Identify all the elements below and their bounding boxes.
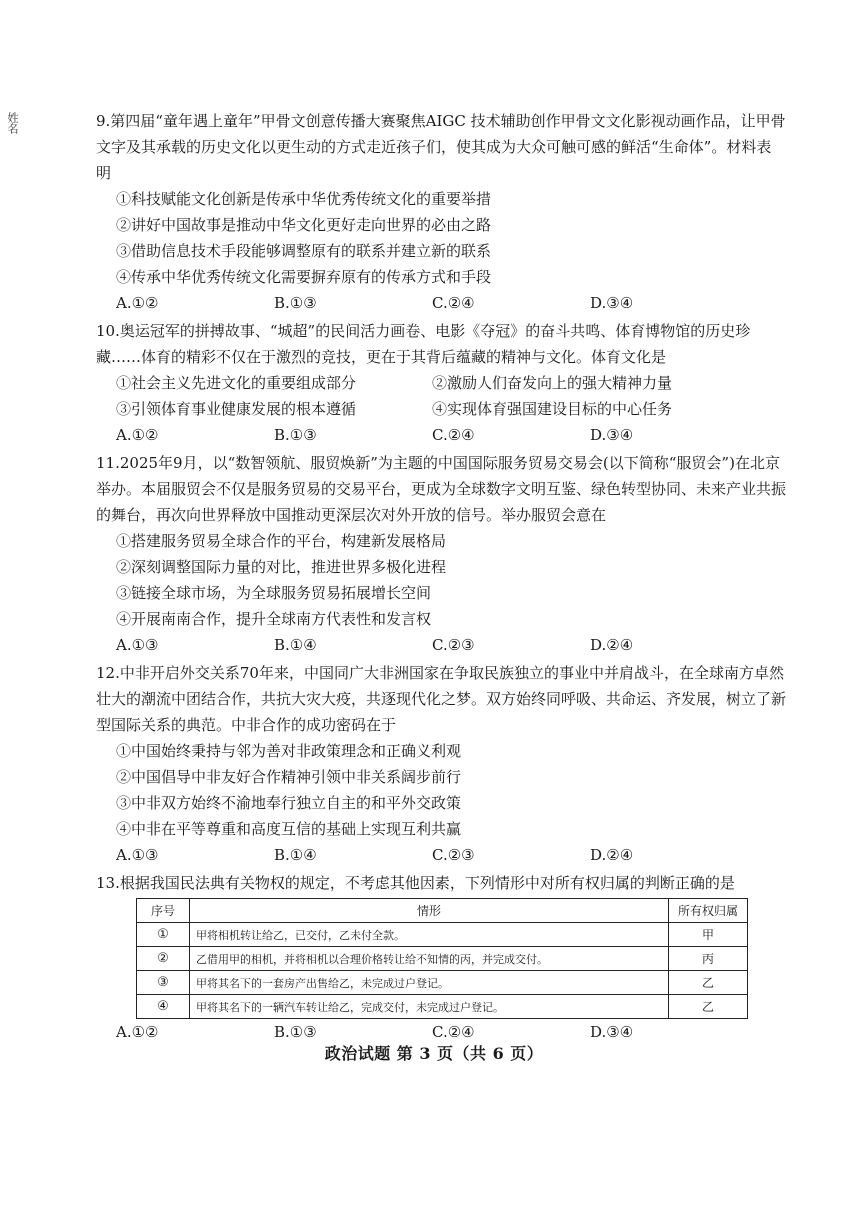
- question-10: [96, 318, 786, 448]
- q13-option-a[interactable]: A.①②: [116, 1023, 159, 1041]
- q10-option-a[interactable]: A.①②: [116, 426, 159, 444]
- row-situation: 甲将其名下的一辆汽车转让给乙，完成交付，未完成过户登记。: [190, 995, 669, 1019]
- q11-option-d[interactable]: D.②④: [590, 636, 634, 654]
- question-9-stem: 9.第四届“童年遇上童年”甲骨文创意传播大赛聚焦AIGC 技术辅助创作甲骨文文化影视动画作品，让甲骨文字及其承载的历史文化以更生动的方式走近孩子们，使其成为大众可触可感的鲜活“生命体”。材料表明: [96, 112, 786, 182]
- q11-option-c[interactable]: C.②③: [432, 636, 475, 654]
- question-10-stem: 10.奥运冠军的拼搏故事、“城超”的民间活力画卷、电影《夺冠》的奋斗共鸣、体育博物馆的历史珍藏……体育的精彩不仅在于激烈的竞技，更在于其背后蕴藏的精神与文化。体育文化是: [96, 322, 751, 366]
- q10-options: [116, 422, 786, 448]
- row-number: ③: [137, 971, 190, 995]
- header-ownership: 所有权归属: [669, 899, 748, 923]
- q11-options: [116, 632, 786, 658]
- q9-statement-1: ①科技赋能文化创新是传承中华优秀传统文化的重要举措: [116, 190, 492, 208]
- row-situation: 甲将相机转让给乙，已交付，乙未付全款。: [190, 923, 669, 947]
- q10-option-c[interactable]: C.②④: [432, 426, 475, 444]
- row-owner: 乙: [669, 971, 748, 995]
- table-row: [137, 947, 748, 971]
- question-11-stem: 11.2025年9月，以“数智领航、服贸焕新”为主题的中国国际服务贸易交易会(以下简称“服贸会”)在北京举办。本届服贸会不仅是服务贸易的交易平台，更成为全球数字文明互鉴、绿色转型协同、未来产业共振的舞台，再次向世界释放中国推动更深层次对外开放的信号。举办服贸会意在: [96, 454, 787, 524]
- q9-options: [116, 290, 786, 316]
- row-situation: 甲将其名下的一套房产出售给乙，未完成过户登记。: [190, 971, 669, 995]
- q12-statement-4: ④中非在平等尊重和高度互信的基础上实现互利共赢: [116, 820, 462, 838]
- q9-statement-4: ④传承中华优秀传统文化需要摒弃原有的传承方式和手段: [116, 268, 492, 286]
- q11-option-b[interactable]: B.①④: [274, 636, 317, 654]
- q11-statement-2: ②深刻调整国际力量的对比，推进世界多极化进程: [116, 558, 447, 576]
- question-12-stem: 12.中非开启外交关系70年来，中国同广大非洲国家在争取民族独立的事业中并肩战斗，在全球南方卓然壮大的潮流中团结合作，共抗大灾大疫，共逐现代化之梦。双方始终同呼吸、共命运、齐发展，树立了新型国际关系的典范。中非合作的成功密码在于: [96, 664, 787, 734]
- q10-statement-2: ②激励人们奋发向上的强大精神力量: [432, 374, 673, 392]
- q12-option-a[interactable]: A.①③: [116, 846, 159, 864]
- q12-options: [116, 842, 786, 868]
- row-number: ②: [137, 947, 190, 971]
- question-list: [96, 108, 786, 1045]
- question-9: [96, 108, 786, 316]
- row-situation: 乙借用甲的相机，并将相机以合理价格转让给不知情的丙，并完成交付。: [190, 947, 669, 971]
- table-row: [137, 995, 748, 1019]
- row-owner: 丙: [669, 947, 748, 971]
- q11-statement-4: ④开展南南合作，提升全球南方代表性和发言权: [116, 610, 432, 628]
- table-row: [137, 971, 748, 995]
- page-footer: 政治试题 第 3 页（共 6 页）: [324, 1044, 544, 1063]
- table-row: [137, 923, 748, 947]
- row-number: ④: [137, 995, 190, 1019]
- q10-statement-4: ④实现体育强国建设目标的中心任务: [432, 400, 673, 418]
- q12-option-b[interactable]: B.①④: [274, 846, 317, 864]
- header-situation: 情形: [190, 899, 669, 923]
- q9-option-b[interactable]: B.①③: [274, 294, 317, 312]
- margin-mark: 姓名: [6, 112, 19, 134]
- q13-option-b[interactable]: B.①③: [274, 1023, 317, 1041]
- q9-option-d[interactable]: D.③④: [590, 294, 634, 312]
- question-12: [96, 660, 786, 868]
- ownership-table: [136, 898, 748, 1019]
- q13-option-c[interactable]: C.②④: [432, 1023, 475, 1041]
- row-owner: 甲: [669, 923, 748, 947]
- q12-statement-2: ②中国倡导中非友好合作精神引领中非关系阔步前行: [116, 768, 462, 786]
- question-13-stem: 13.根据我国民法典有关物权的规定，不考虑其他因素，下列情形中对所有权归属的判断正确的是: [96, 874, 735, 892]
- q12-option-c[interactable]: C.②③: [432, 846, 475, 864]
- q12-option-d[interactable]: D.②④: [590, 846, 634, 864]
- q9-statement-3: ③借助信息技术手段能够调整原有的联系并建立新的联系: [116, 242, 492, 260]
- row-owner: 乙: [669, 995, 748, 1019]
- q10-statement-1: ①社会主义先进文化的重要组成部分: [116, 374, 357, 392]
- q9-statement-2: ②讲好中国故事是推动中华文化更好走向世界的必由之路: [116, 216, 492, 234]
- q10-statements: [116, 370, 786, 422]
- q11-statement-3: ③链接全球市场，为全球服务贸易拓展增长空间: [116, 584, 432, 602]
- q11-option-a[interactable]: A.①③: [116, 636, 159, 654]
- q10-option-d[interactable]: D.③④: [590, 426, 634, 444]
- q11-statement-1: ①搭建服务贸易全球合作的平台，构建新发展格局: [116, 532, 447, 550]
- question-13: [96, 870, 786, 1045]
- table-header-row: [137, 899, 748, 923]
- q9-option-c[interactable]: C.②④: [432, 294, 475, 312]
- q12-statement-3: ③中非双方始终不渝地奉行独立自主的和平外交政策: [116, 794, 462, 812]
- question-11: [96, 450, 786, 658]
- q13-option-d[interactable]: D.③④: [590, 1023, 634, 1041]
- q10-option-b[interactable]: B.①③: [274, 426, 317, 444]
- q10-statement-3: ③引领体育事业健康发展的根本遵循: [116, 400, 357, 418]
- q12-statement-1: ①中国始终秉持与邻为善对非政策理念和正确义利观: [116, 742, 462, 760]
- q9-option-a[interactable]: A.①②: [116, 294, 159, 312]
- row-number: ①: [137, 923, 190, 947]
- header-number: 序号: [137, 899, 190, 923]
